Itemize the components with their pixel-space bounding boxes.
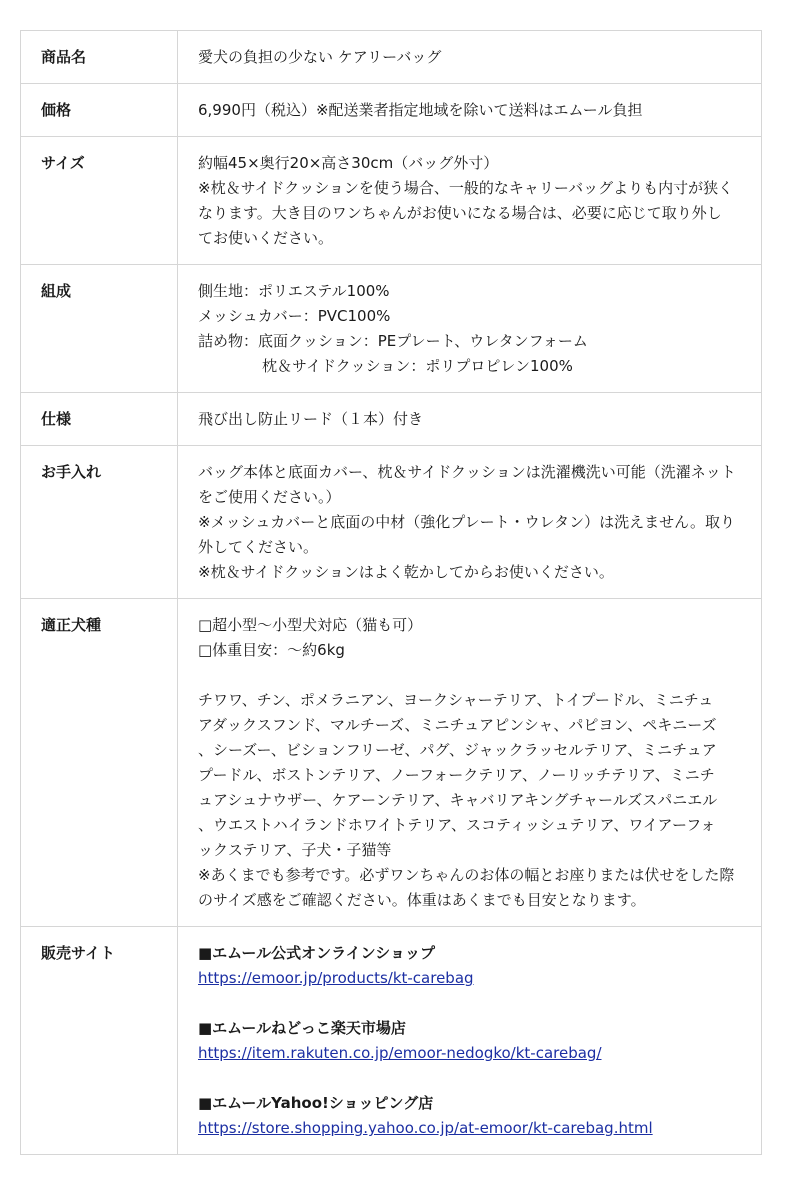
spec-value bbox=[178, 84, 762, 137]
spec-label: 販売サイト bbox=[21, 927, 178, 1155]
breeds-line: チワワ、チン、ポメラニアン、ヨークシャーテリア、トイプードル、ミニチュ bbox=[198, 691, 714, 709]
spec-label: 価格 bbox=[21, 84, 178, 137]
spec-value bbox=[178, 137, 762, 265]
spec-row-product-name bbox=[21, 31, 762, 84]
composition-line: 枕＆サイドクッション：ポリプロピレン100% bbox=[262, 357, 573, 375]
composition-line: 詰め物：底面クッション：PEプレート、ウレタンフォーム bbox=[198, 332, 588, 350]
breeds-line: □超小型〜小型犬対応（猫も可） bbox=[198, 616, 423, 634]
product-spec-table bbox=[20, 30, 762, 1155]
shop-spacer bbox=[198, 1066, 747, 1091]
spec-value bbox=[178, 927, 762, 1155]
shop-spacer bbox=[198, 991, 747, 1016]
price-text: 6,990円（税込）※配送業者指定地域を除いて送料はエムール負担 bbox=[198, 101, 643, 119]
care-line: をご使用ください。） bbox=[198, 488, 341, 506]
shop-name-rakuten: ■エムールねどっこ楽天市場店 bbox=[198, 1019, 406, 1037]
shop-link-official[interactable]: https://emoor.jp/products/kt-carebag bbox=[198, 969, 474, 987]
product-name-text: 愛犬の負担の少ない ケアリーバッグ bbox=[198, 48, 442, 66]
spec-label: 適正犬種 bbox=[21, 599, 178, 927]
spec-row-size bbox=[21, 137, 762, 265]
shop-name-official: ■エムール公式オンラインショップ bbox=[198, 944, 435, 962]
spec-value bbox=[178, 31, 762, 84]
care-line: バッグ本体と底面カバー、枕＆サイドクッションは洗濯機洗い可能（洗濯ネット bbox=[198, 463, 736, 481]
specification-text: 飛び出し防止リード（１本）付き bbox=[198, 410, 424, 428]
spec-label: 組成 bbox=[21, 265, 178, 393]
spec-row-shops bbox=[21, 927, 762, 1155]
breeds-line: のサイズ感をご確認ください。体重はあくまでも目安となります。 bbox=[198, 891, 646, 909]
spec-label: 商品名 bbox=[21, 31, 178, 84]
spec-value bbox=[178, 265, 762, 393]
spec-value bbox=[178, 599, 762, 927]
spec-label: 仕様 bbox=[21, 393, 178, 446]
spec-value bbox=[178, 446, 762, 599]
product-spec-section bbox=[20, 30, 762, 1155]
spec-row-suitable-breeds bbox=[21, 599, 762, 927]
care-line: 外してください。 bbox=[198, 538, 319, 556]
spec-row-price bbox=[21, 84, 762, 137]
spec-row-composition bbox=[21, 265, 762, 393]
shop-link-rakuten[interactable]: https://item.rakuten.co.jp/emoor-nedogko/kt-carebag/ bbox=[198, 1044, 602, 1062]
spec-label: サイズ bbox=[21, 137, 178, 265]
breeds-line: 、ウエストハイランドホワイトテリア、スコティッシュテリア、ワイアーフォ bbox=[198, 816, 716, 834]
shop-name-yahoo: ■エムールYahoo!ショッピング店 bbox=[198, 1094, 434, 1112]
breeds-line: □体重目安：〜約6kg bbox=[198, 641, 345, 659]
shop-link-yahoo[interactable]: https://store.shopping.yahoo.co.jp/at-emoor/kt-carebag.html bbox=[198, 1119, 653, 1137]
spec-value bbox=[178, 393, 762, 446]
size-line: てお使いください。 bbox=[198, 229, 334, 247]
composition-line: 側生地：ポリエステル100% bbox=[198, 282, 390, 300]
breeds-line: ュアシュナウザー、ケアーンテリア、キャバリアキングチャールズスパニエル bbox=[198, 791, 718, 809]
size-line: ※枕＆サイドクッションを使う場合、一般的なキャリーバッグよりも内寸が狭く bbox=[198, 179, 734, 197]
spec-row-specification bbox=[21, 393, 762, 446]
spec-label: お手入れ bbox=[21, 446, 178, 599]
breeds-line: アダックスフンド、マルチーズ、ミニチュアピンシャ、パピヨン、ペキニーズ bbox=[198, 716, 717, 734]
breeds-line: ※あくまでも参考です。必ずワンちゃんのお体の幅とお座りまたは伏せをした際 bbox=[198, 866, 735, 884]
breeds-line: プードル、ボストンテリア、ノーフォークテリア、ノーリッチテリア、ミニチ bbox=[198, 766, 715, 784]
composition-line: メッシュカバー：PVC100% bbox=[198, 307, 391, 325]
care-line: ※メッシュカバーと底面の中材（強化プレート・ウレタン）は洗えません。取り bbox=[198, 513, 735, 531]
size-line: なります。大き目のワンちゃんがお使いになる場合は、必要に応じて取り外し bbox=[198, 204, 722, 222]
care-line: ※枕＆サイドクッションはよく乾かしてからお使いください。 bbox=[198, 563, 614, 581]
breeds-line: ックステリア、子犬・子猫等 bbox=[198, 841, 392, 859]
size-line: 約幅45×奥行20×高さ30cm（バッグ外寸） bbox=[198, 154, 499, 172]
spec-row-care bbox=[21, 446, 762, 599]
breeds-spacer bbox=[198, 663, 747, 688]
breeds-line: 、シーズー、ビションフリーゼ、パグ、ジャックラッセルテリア、ミニチュア bbox=[198, 741, 717, 759]
